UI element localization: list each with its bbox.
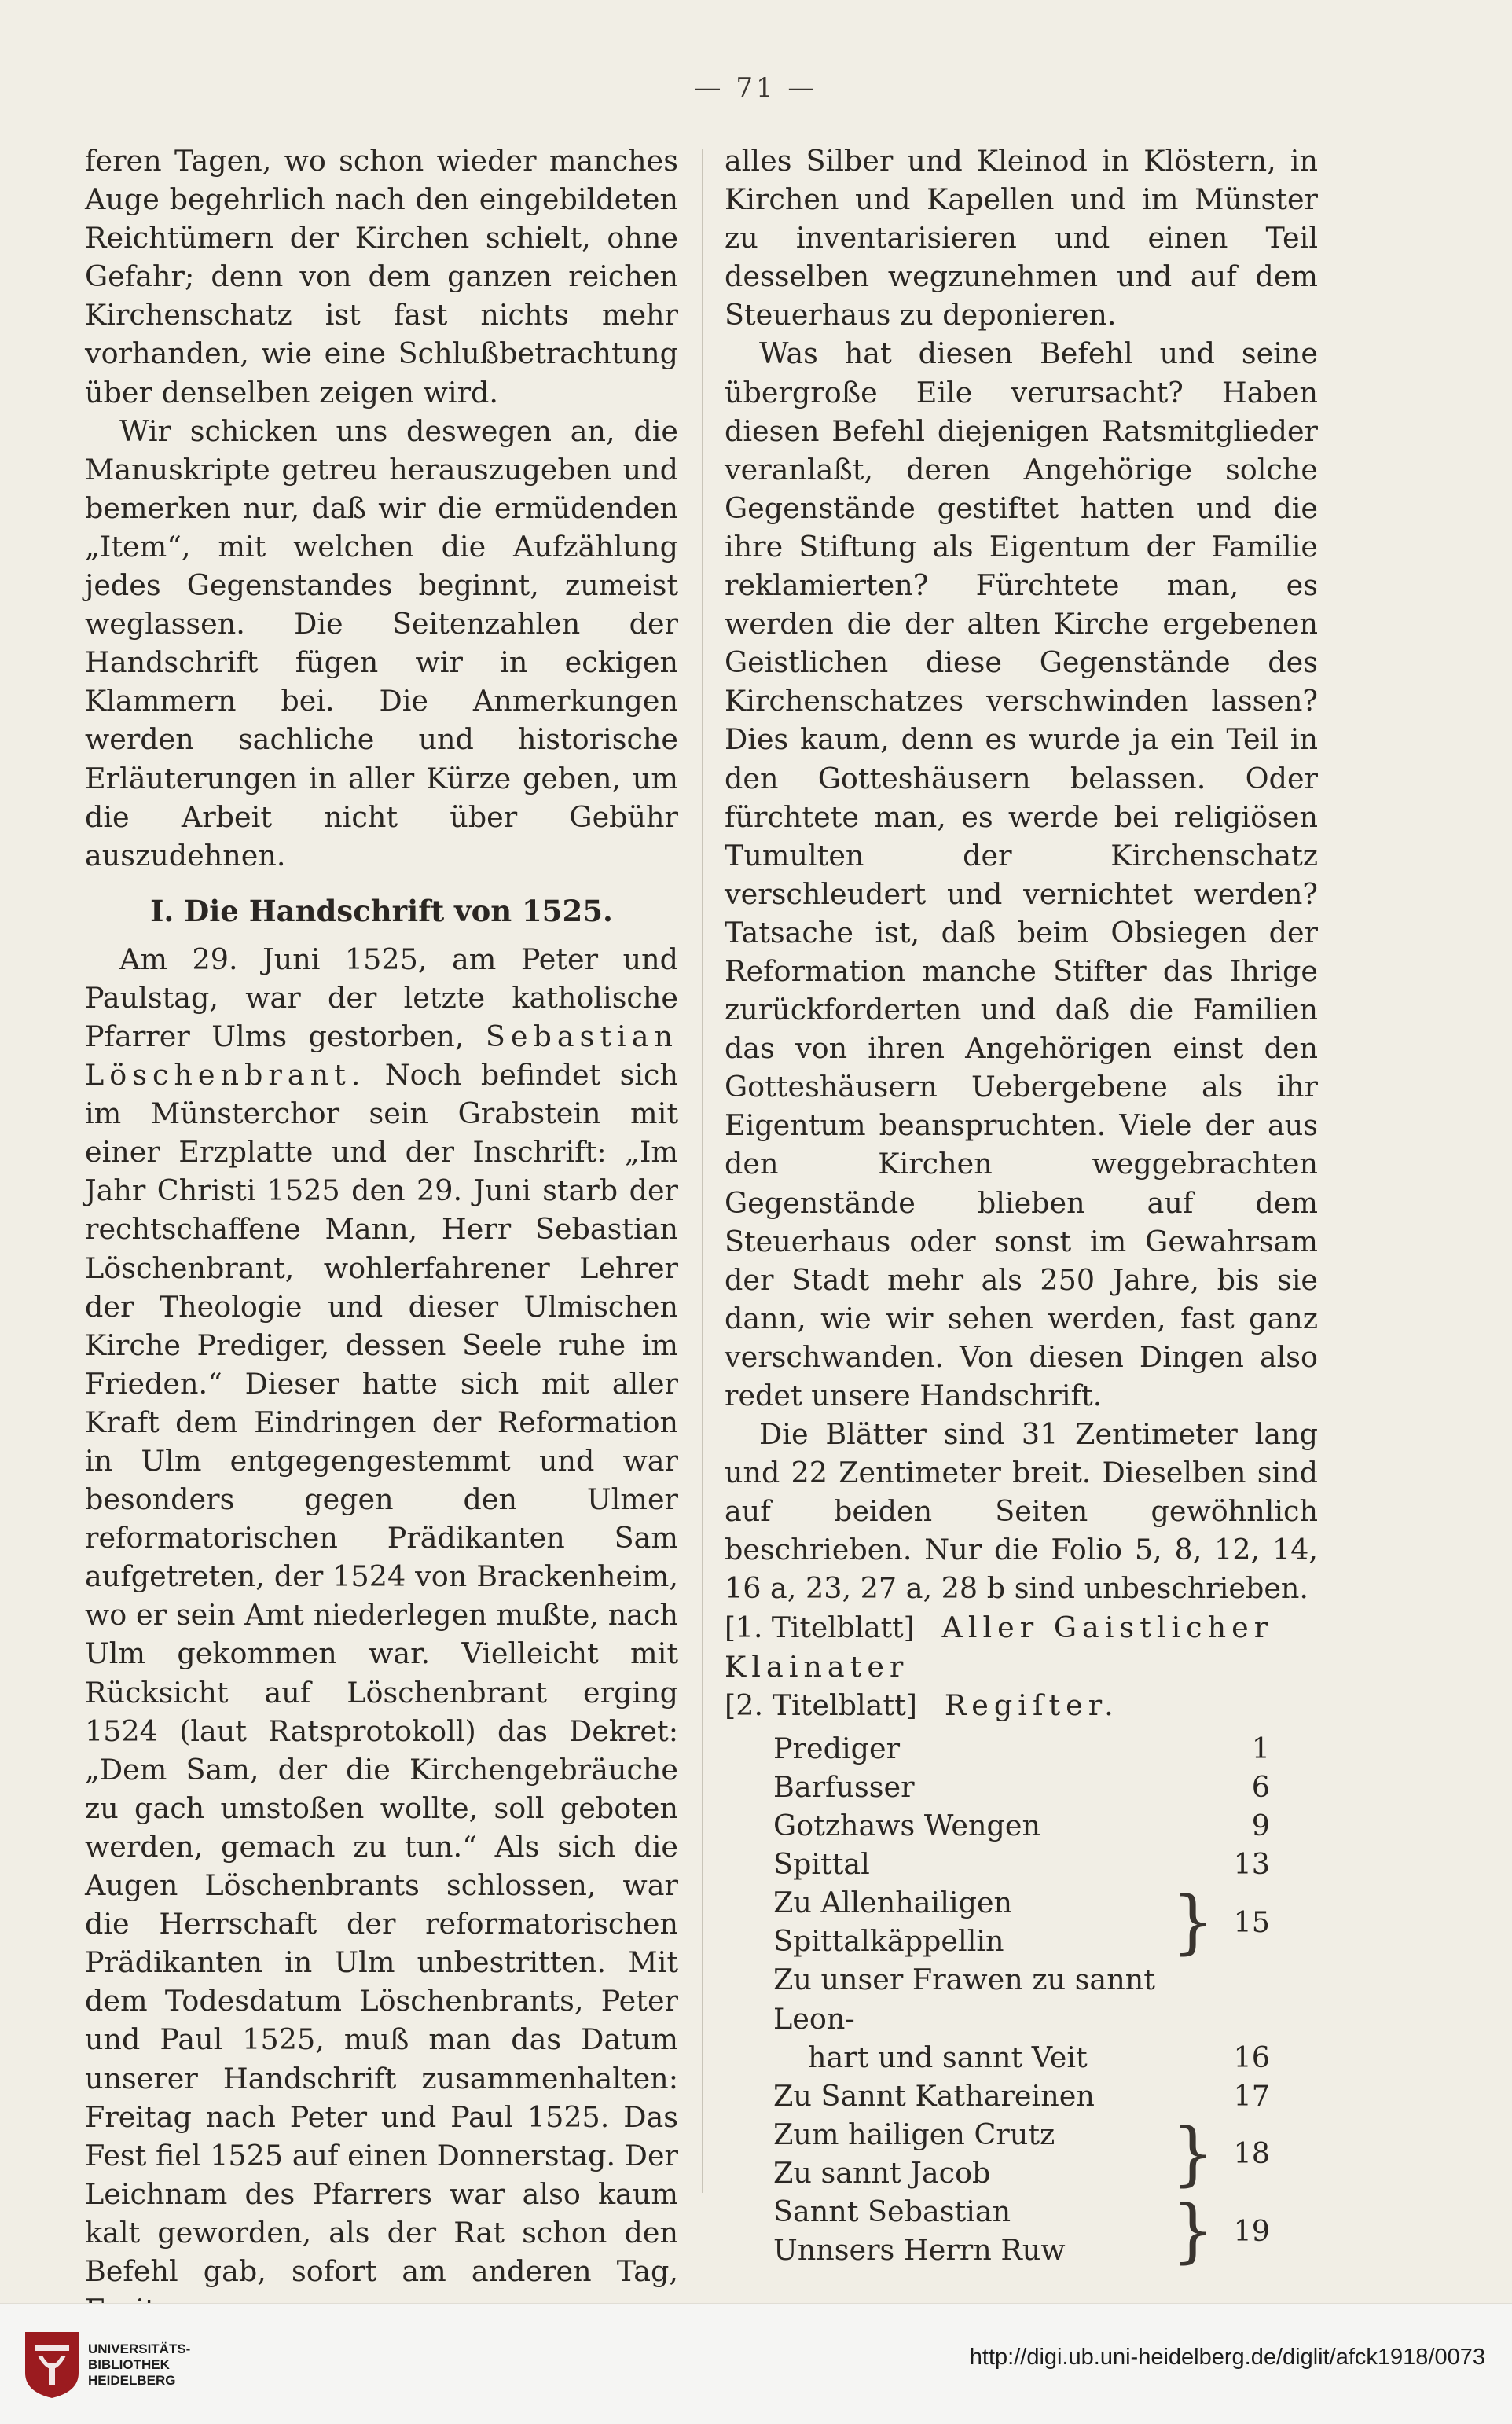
paragraph: feren Tagen, wo schon wieder manches Auge begehrlich nach den eingebildeten Reichtümern der Kirchen schielt, ohne Gefahr; denn von dem ganzen reichen Kirchenschatz ist fast nichts mehr vorhanden, wie eine Schlußbetrachtung über denselben zeigen wird. [85, 144, 678, 410]
toc-row [773, 2077, 1270, 2115]
toc-page: 17 [1233, 2078, 1270, 2113]
toc-row [773, 1883, 1270, 1922]
toc-row [773, 1729, 1270, 1768]
toc-label: hart und sannt Veit [808, 2040, 1088, 2074]
viewer-footer [0, 2303, 1512, 2424]
bracket-label: [1. Titelblatt] [725, 1611, 915, 1644]
register-table [773, 1729, 1270, 2272]
text-run: Am 29. Juni 1525, am Peter und Paulstag, war der letzte katholische Pfarrer Ulms gestorben, [85, 942, 678, 1053]
toc-label: Zu Allenhailigen [773, 1886, 1013, 1920]
page-number: — 71 — [694, 72, 818, 104]
toc-label: Zu Sannt Kathareinen [773, 2078, 1095, 2113]
left-column [85, 141, 678, 2329]
toc-page: 9 [1251, 1809, 1270, 1843]
permalink-url[interactable]: http://digi.ub.uni-heidelberg.de/diglit/afck1918/0073 [969, 2345, 1485, 2370]
right-column [725, 141, 1318, 2272]
toc-label: Zu sannt Jacob [773, 2155, 991, 2190]
toc-row [773, 2115, 1270, 2154]
toc-label: Sannt Sebastian [773, 2194, 1011, 2228]
paragraph: Die Blätter sind 31 Zentimeter lang und 22 Zentimeter breit. Dieselben sind auf beiden Seiten gewöhnlich beschrieben. Nur die Folio 5, 8, 12, 14, 16 a, 23, 27 a, 28 b sind unbeschrieben. [725, 1417, 1318, 1606]
toc-label: Spittal [773, 1847, 870, 1882]
paragraph: alles Silber und Kleinod in Klöstern, in Kirchen und Kapellen und im Münster zu inventarisieren und einen Teil desselben wegzunehmen und auf dem Steuerhaus zu deponieren. [725, 144, 1318, 332]
brace-icon: } [1171, 1881, 1215, 1963]
toc-label: Barfusser [773, 1769, 915, 1804]
toc-page: 19 [1233, 2213, 1270, 2248]
toc-label: Gotzhaws Wengen [773, 1809, 1040, 1843]
brace-icon: } [1171, 2112, 1215, 2194]
title-page-1 [725, 1608, 1318, 1647]
section-heading: I. Die Handschrift von 1525. [150, 893, 613, 928]
toc-page: 6 [1251, 1769, 1270, 1804]
toc-page: 18 [1233, 2136, 1270, 2171]
toc-row [773, 2038, 1270, 2077]
paragraph: Wir schicken uns deswegen an, die Manuskripte getreu herauszugeben und bemerken nur, daß wir die ermüdenden „Item“, mit welchen die Aufzählung jedes Gegenstandes beginnt, zumeist weglassen. Die Seitenzahlen der Handschrift fügen wir in eckigen Klammern bei. Die Anmerkungen werden sachliche und historische Erläuterungen in aller Kürze geben, um die Arbeit nicht über Gebühr auszudehnen. [85, 413, 678, 872]
paragraph [85, 940, 678, 2329]
title-page-2 [725, 1686, 1318, 1724]
title-text-cont: Klainater [725, 1649, 909, 1684]
toc-row [773, 1768, 1270, 1806]
university-library-logo-icon [20, 2327, 83, 2400]
toc-label: Spittalkäppellin [773, 1924, 1004, 1959]
toc-page: 15 [1233, 1904, 1270, 1939]
toc-label: Unnsers Herrn Ruw [773, 2233, 1066, 2268]
toc-row [773, 1845, 1270, 1883]
title-text: Aller Gaistlicher [941, 1610, 1274, 1644]
toc-row [773, 2192, 1270, 2231]
paragraph: Was hat diesen Befehl und seine übergroße Eile verursacht? Haben diesen Befehl diejenigen Ratsmitglieder veranlaßt, deren Angehörige solche Gegenstände gestiftet hatten und die ihre Stiftung als Eigentum der Familie reklamierten? Fürchtete man, es werden die der alten Kirche ergebenen Geistlichen diese Gegenstände des Kirchenschatzes verschwinden lassen? Dies kaum, denn es wurde ja ein Teil in den Gotteshäusern belassen. Oder fürchtete man, es werde bei religiösen Tumulten der Kirchenschatz verschleudert und vernichtet werden? Tatsache ist, daß beim Obsiegen der Reformation manche Stifter das Ihrige zurückforderten und daß die Familien das von ihren Angehörigen einst den Gotteshäusern Uebergebene als ihr Eigentum beanspruchten. Viele der aus den Kirchen weggebrachten Gegenstände blieben auf dem Steuerhaus oder sonst im Gewahrsam der Stadt mehr als 250 Jahre, bis sie dann, wie wir sehen werden, fast ganz verschwanden. Von diesen Dingen also redet unsere Handschrift. [725, 336, 1318, 1412]
toc-row [773, 1960, 1270, 2037]
title-text: Regiſter. [944, 1688, 1119, 1722]
toc-label: Zu unser Frawen zu sannt Leon- [773, 1963, 1155, 2036]
person-name: Sebastian Löschenbrant. [85, 1019, 678, 1093]
column-divider [702, 149, 703, 2193]
text-run: Noch befindet sich im Münsterchor sein Grabstein mit einer Erzplatte und der Inschrift: „Im Jahr Christi 1525 den 29. Juni starb der rechtschaffene Mann, Herr Sebastian Löschenbrant, wohlerfahrener Lehrer der Theologie und dieser Ulmischen Kirche Prediger, dessen Seele ruhe im Frieden.“ Dieser hatte sich mit aller Kraft dem Eindringen der Reformation in Ulm entgegengestemmt und war besonders gegen den Ulmer reformatorischen Prädikanten Sam aufgetreten, der 1524 von Brackenheim, wo er sein Amt niederlegen mußte, nach Ulm gekommen war. Vielleicht mit Rücksicht auf Löschenbrant erging 1524 (laut Ratsprotokoll) das Dekret: „Dem Sam, der die Kirchengebräuche zu gach umstoßen wollte, soll geboten werden, gemach zu tun.“ Als sich die Augen Löschenbrants schlossen, war die Herrschaft der reformatorischen Prädikanten in Ulm unbestritten. Mit dem Todesdatum Löschenbrants, Peter und Paul 1525, muß man das Datum unserer Handschrift zusammenhalten: Freitag nach Peter und Paul 1525. Das Fest fiel 1525 auf einen Donnerstag. Der Leichnam des Pfarrers war also kaum kalt geworden, als der Rat schon den Befehl gab, sofort am anderen Tag, [85, 1058, 678, 2288]
bracket-label: [2. Titelblatt] [725, 1688, 918, 1722]
library-name: UNIVERSITÄTS- BIBLIOTHEK HEIDELBERG [88, 2341, 191, 2388]
toc-row [773, 1806, 1270, 1845]
toc-label: Zum hailigen Crutz [773, 2117, 1055, 2151]
brace-icon: } [1171, 2190, 1215, 2272]
toc-page: 1 [1251, 1731, 1270, 1765]
toc-page: 16 [1233, 2040, 1270, 2074]
toc-label: Prediger [773, 1731, 901, 1765]
toc-page: 13 [1233, 1847, 1270, 1882]
